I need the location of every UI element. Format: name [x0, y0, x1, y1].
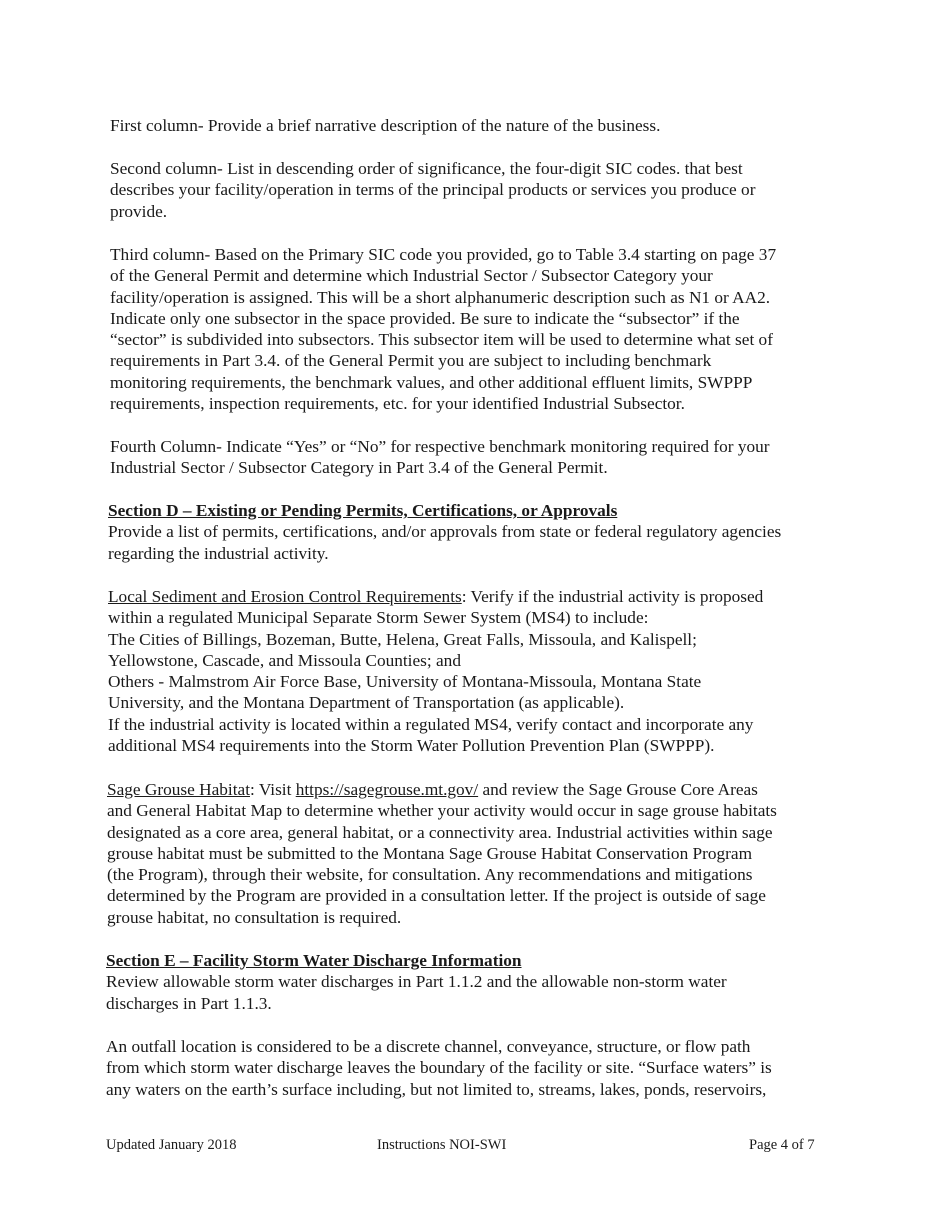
paragraph-line: Provide a list of permits, certifications, and/or approvals from state or federal regulatory agencies [108, 522, 782, 542]
paragraph-line: First column- Provide a brief narrative description of the nature of the business. [110, 116, 661, 135]
paragraph-line: Fourth Column- Indicate “Yes” or “No” for respective benchmark monitoring required for your [110, 437, 770, 456]
paragraph-line: An outfall location is considered to be a discrete channel, conveyance, structure, or flow path [106, 1037, 751, 1056]
paragraph-line: (the Program), through their website, for consultation. Any recommendations and mitigations [107, 865, 753, 885]
third-column-paragraph [110, 244, 776, 414]
paragraph-line: “sector” is subdivided into subsectors. This subsector item will be used to determine what set of [110, 330, 773, 350]
paragraph-line: additional MS4 requirements into the Storm Water Pollution Prevention Plan (SWPPP). [108, 736, 715, 756]
footer-doc-name: Instructions NOI-SWI [377, 1137, 507, 1153]
paragraph-line: grouse habitat must be submitted to the Montana Sage Grouse Habitat Conservation Program [107, 843, 753, 863]
paragraph-line: from which storm water discharge leaves the boundary of the facility or site. “Surface waters” is [106, 1058, 772, 1078]
paragraph-line: Review allowable storm water discharges in Part 1.1.2 and the allowable non-storm water [106, 972, 727, 992]
paragraph-line: and General Habitat Map to determine whether your activity would occur in sage grouse habitats [107, 801, 777, 821]
section-e [106, 950, 727, 1014]
paragraph-line: of the General Permit and determine which Industrial Sector / Subsector Category your [110, 266, 713, 286]
paragraph-line: Industrial Sector / Subsector Category in Part 3.4 of the General Permit. [110, 458, 608, 478]
local-sediment-paragraph [108, 586, 763, 756]
paragraph-line: requirements in Part 3.4. of the General Permit you are subject to including benchmark [110, 351, 712, 371]
paragraph-line: regarding the industrial activity. [108, 543, 329, 563]
sage-grouse-paragraph [107, 779, 777, 928]
section-d [108, 500, 781, 564]
footer-updated: Updated January 2018 [106, 1137, 237, 1153]
paragraph-line: determined by the Program are provided in a consultation letter. If the project is outside of sage [107, 886, 766, 906]
local-sediment-label: Local Sediment and Erosion Control Requirements [108, 587, 462, 606]
paragraph-line: The Cities of Billings, Bozeman, Butte, Helena, Great Falls, Missoula, and Kalispell; [108, 629, 697, 649]
paragraph-line: Indicate only one subsector in the space provided. Be sure to indicate the “subsector” if the [110, 308, 740, 328]
paragraph-line: provide. [110, 201, 168, 221]
sage-grouse-link[interactable]: https://sagegrouse.mt.gov/ [295, 780, 479, 799]
paragraph-line: requirements, inspection requirements, etc. for your identified Industrial Subsector. [110, 394, 685, 414]
second-column-paragraph [110, 158, 755, 222]
paragraph-line [107, 779, 777, 800]
paragraph-line: any waters on the earth’s surface including, but not limited to, streams, lakes, ponds, reservoirs, [106, 1079, 767, 1099]
paragraph-line: If the industrial activity is located within a regulated MS4, verify contact and incorporate any [108, 714, 754, 734]
fourth-column-paragraph [110, 436, 770, 479]
section-e-heading: Section E – Facility Storm Water Discharge Information [106, 951, 522, 970]
paragraph-line: Second column- List in descending order of significance, the four-digit SIC codes. that best [110, 159, 743, 178]
paragraph-line: facility/operation is assigned. This will be a short alphanumeric description such as N1 or AA2. [110, 287, 771, 307]
local-sediment-first-line: : Verify if the industrial activity is proposed [461, 587, 764, 606]
paragraph-line: monitoring requirements, the benchmark values, and other additional effluent limits, SWPPP [110, 372, 753, 392]
paragraph-line: University, and the Montana Department of Transportation (as applicable). [108, 693, 625, 713]
paragraph-line: Yellowstone, Cascade, and Missoula Counties; and [108, 650, 461, 670]
sage-grouse-first-line: and review the Sage Grouse Core Areas [478, 780, 758, 799]
paragraph-line: discharges in Part 1.1.3. [106, 993, 272, 1013]
section-d-heading: Section D – Existing or Pending Permits, Certifications, or Approvals [108, 501, 618, 520]
paragraph-line [108, 586, 763, 607]
footer-page-number: Page 4 of 7 [749, 1137, 815, 1153]
paragraph-line: within a regulated Municipal Separate Storm Sewer System (MS4) to include: [108, 608, 649, 628]
paragraph-line: Others - Malmstrom Air Force Base, University of Montana-Missoula, Montana State [108, 672, 702, 692]
sage-grouse-label: Sage Grouse Habitat [107, 780, 251, 799]
paragraph-line: describes your facility/operation in terms of the principal products or services you produce or [110, 180, 756, 200]
paragraph-line: grouse habitat, no consultation is required. [107, 907, 402, 927]
paragraph-line: Third column- Based on the Primary SIC code you provided, go to Table 3.4 starting on page 37 [110, 245, 777, 264]
sage-grouse-visit: : Visit [250, 780, 296, 799]
paragraph-line: designated as a core area, general habitat, or a connectivity area. Industrial activities within sage [107, 822, 773, 842]
outfall-paragraph [106, 1036, 772, 1100]
first-column-paragraph [110, 115, 660, 136]
